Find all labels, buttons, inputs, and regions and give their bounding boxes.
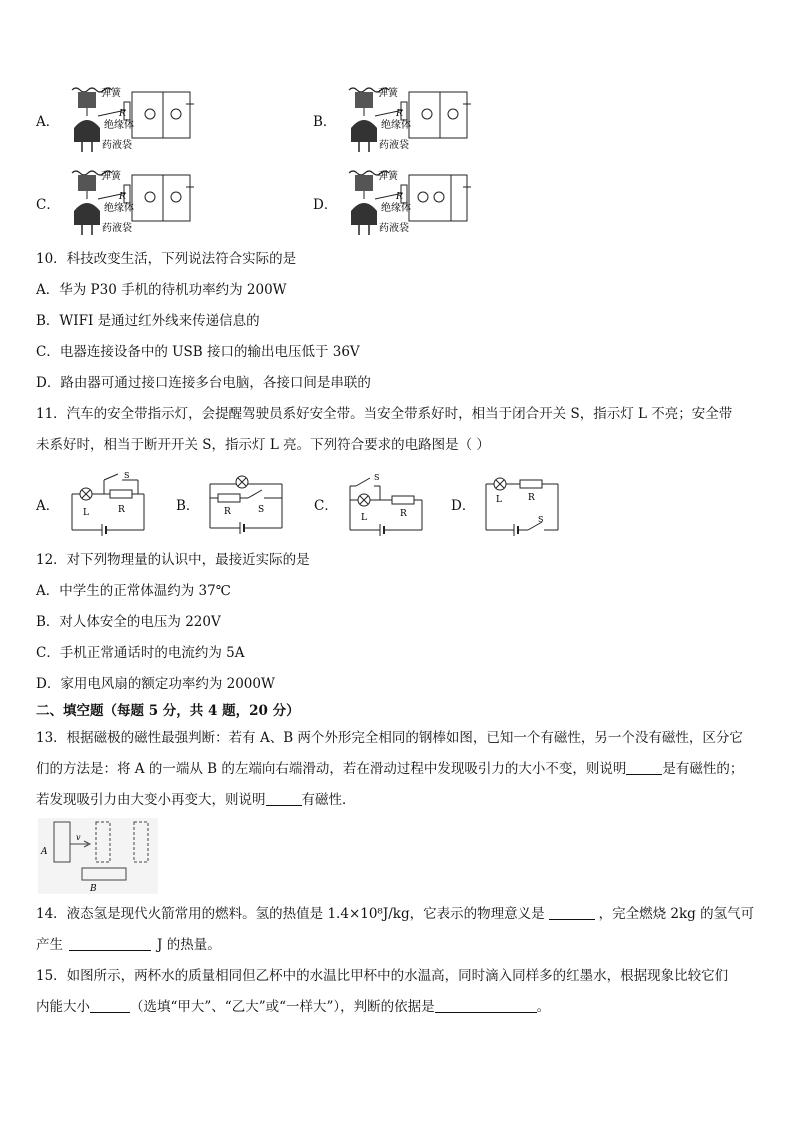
q13-line3-tail: 有磁性． bbox=[301, 792, 356, 808]
q15-line2-tail: 。 bbox=[536, 999, 551, 1015]
fig-label-v: v bbox=[76, 833, 81, 842]
label-insulator: 绝缘体 bbox=[381, 120, 411, 131]
q11-circuit-c bbox=[344, 470, 428, 536]
label-bag: 药液袋 bbox=[102, 223, 132, 234]
q15-blank-1[interactable] bbox=[90, 998, 130, 1013]
label-spring: 弹簧 bbox=[101, 88, 121, 99]
q13-line2 bbox=[36, 760, 743, 778]
q9-figure-b bbox=[343, 84, 473, 156]
lamp-label: L bbox=[361, 513, 367, 523]
q12-option-c: C．手机正常通话时的电流约为 5A bbox=[36, 645, 245, 661]
q12-option-a: A．中学生的正常体温约为 37℃ bbox=[36, 583, 231, 599]
q14-line1 bbox=[36, 905, 754, 923]
q11-option-c-label: C． bbox=[314, 498, 338, 514]
label-resistor: R bbox=[396, 192, 403, 202]
q15-line1: 15．如图所示，两杯水的质量相同但乙杯中的水温比甲杯中的水温高，同时滴入同样多的红墨水，根据现象比较它们 bbox=[36, 968, 729, 984]
q13-line3 bbox=[36, 791, 356, 809]
q14-line1-text: 14．液态氢是现代火箭常用的燃料。氢的热值是 1.4×10⁸J/kg，它表示的物理意义是 bbox=[36, 906, 545, 922]
q11-stem-line1: 11．汽车的安全带指示灯，会提醒驾驶员系好安全带。当安全带系好时，相当于闭合开关 S，指示灯 L 不亮；安全带 bbox=[36, 406, 733, 422]
q10-stem: 10．科技改变生活，下列说法符合实际的是 bbox=[36, 251, 297, 267]
q15-line2-text: 内能大小 bbox=[36, 999, 90, 1015]
fig-label-a: A bbox=[41, 847, 48, 857]
label-insulator: 绝缘体 bbox=[381, 203, 411, 214]
q14-blank-1[interactable] bbox=[549, 905, 595, 920]
section-title: 二、填空题（每题 5 分，共 4 题，20 分） bbox=[36, 703, 300, 719]
label-insulator: 绝缘体 bbox=[104, 203, 134, 214]
q14-line2-tail: J 的热量。 bbox=[157, 937, 221, 953]
q9-option-a-label: A． bbox=[36, 114, 60, 130]
q10-option-d: D．路由器可通过接口连接多台电脑，各接口间是串联的 bbox=[36, 375, 371, 391]
q14-blank-2[interactable] bbox=[69, 936, 151, 951]
q11-circuit-b bbox=[204, 470, 288, 536]
q9-figure-a bbox=[66, 84, 196, 156]
q9-option-d-label: D． bbox=[313, 197, 338, 213]
label-spring: 弹簧 bbox=[378, 88, 398, 99]
switch-label: S bbox=[538, 515, 544, 524]
q10-option-a: A．华为 P30 手机的待机功率约为 200W bbox=[36, 282, 287, 298]
label-resistor: R bbox=[119, 192, 126, 202]
q11-option-b-label: B． bbox=[176, 498, 200, 514]
q13-blank-1[interactable] bbox=[626, 760, 662, 775]
q9-option-b-label: B． bbox=[313, 114, 337, 130]
label-insulator: 绝缘体 bbox=[104, 120, 134, 131]
q14-line2 bbox=[36, 936, 221, 954]
q13-figure bbox=[38, 818, 158, 894]
lamp-label: L bbox=[83, 508, 89, 518]
q10-option-c: C．电器连接设备中的 USB 接口的输出电压低于 36V bbox=[36, 344, 360, 360]
q13-line3-text: 若发现吸引力由大变小再变大，则说明 bbox=[36, 792, 266, 808]
resistor-label: R bbox=[400, 509, 407, 519]
q11-circuit-a bbox=[66, 470, 150, 536]
q10-option-b: B．WIFI 是通过红外线来传递信息的 bbox=[36, 313, 260, 329]
resistor-label: R bbox=[224, 507, 231, 517]
label-bag: 药液袋 bbox=[379, 140, 409, 151]
q13-blank-2[interactable] bbox=[266, 791, 302, 806]
q15-blank-2[interactable] bbox=[435, 998, 537, 1013]
q11-stem-line2: 未系好时，相当于断开开关 S，指示灯 L 亮。下列符合要求的电路图是（ ） bbox=[36, 437, 490, 453]
label-bag: 药液袋 bbox=[102, 140, 132, 151]
q12-option-b: B．对人体安全的电压为 220V bbox=[36, 614, 221, 630]
label-bag: 药液袋 bbox=[379, 223, 409, 234]
lamp-label: L bbox=[496, 495, 502, 505]
switch-label: S bbox=[258, 505, 265, 515]
q13-line2-text: 们的方法是：将 A 的一端从 B 的左端向右端滑动，若在滑动过程中发现吸引力的大小不变，则说明 bbox=[36, 761, 627, 777]
q14-line2-text: 产生 bbox=[36, 937, 63, 953]
switch-label: S bbox=[124, 471, 130, 480]
label-spring: 弹簧 bbox=[101, 171, 121, 182]
q9-figure-c bbox=[66, 167, 196, 239]
label-spring: 弹簧 bbox=[378, 171, 398, 182]
resistor-label: R bbox=[118, 505, 125, 515]
q12-option-d: D．家用电风扇的额定功率约为 2000W bbox=[36, 676, 275, 692]
resistor-label: R bbox=[528, 493, 535, 503]
q15-line2 bbox=[36, 998, 550, 1016]
q9-option-c-label: C． bbox=[36, 197, 60, 213]
q14-line1-tail: ，完全燃烧 2kg 的氢气可 bbox=[598, 906, 755, 922]
q12-stem: 12．对下列物理量的认识中，最接近实际的是 bbox=[36, 552, 310, 568]
label-resistor: R bbox=[396, 109, 403, 119]
label-resistor: R bbox=[119, 109, 126, 119]
switch-label: S bbox=[374, 473, 380, 482]
q13-line1: 13．根据磁极的磁性最强判断：若有 A、B 两个外形完全相同的钢棒如图，已知一个有磁性，另一个没有磁性，区分它 bbox=[36, 730, 743, 746]
q13-line2-tail: 是有磁性的； bbox=[662, 761, 744, 777]
q11-option-d-label: D． bbox=[451, 498, 476, 514]
q15-line2-mid: （选填“甲大”、“乙大”或“一样大”），判断的依据是 bbox=[130, 999, 435, 1015]
q9-figure-d bbox=[343, 167, 473, 239]
q11-option-a-label: A． bbox=[36, 498, 60, 514]
fig-label-b: B bbox=[90, 884, 97, 894]
q11-circuit-d bbox=[480, 470, 564, 536]
